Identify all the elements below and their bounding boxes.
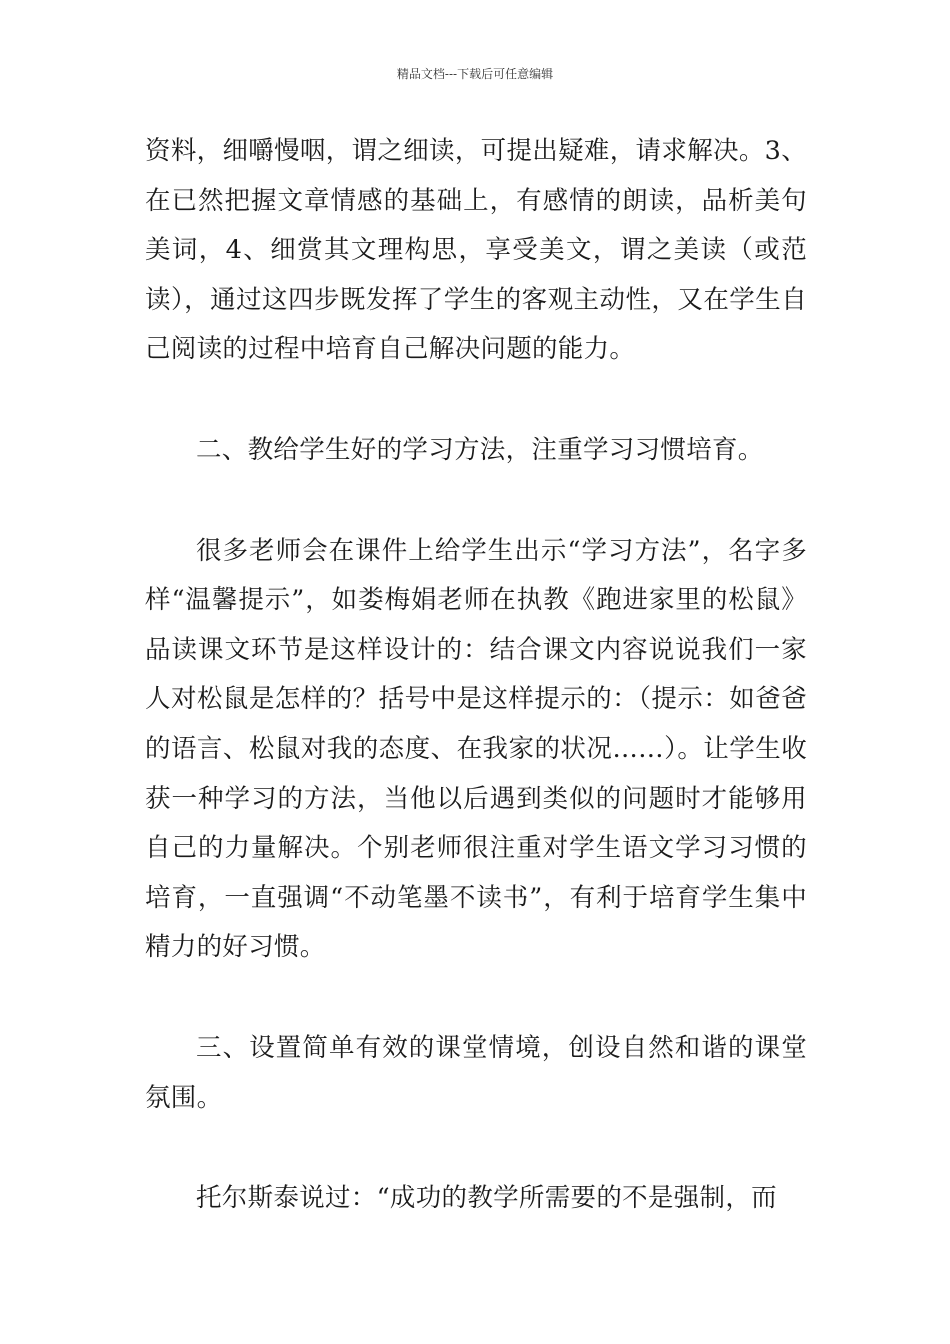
- section-heading-3: 三、设置简单有效的课堂情境，创设自然和谐的课堂氛围。: [145, 1032, 807, 1113]
- paragraph-gap: [145, 1123, 807, 1174]
- page-header: 精品文档---下载后可任意编辑: [396, 67, 554, 81]
- paragraph-1: 资料，细嚼慢咽，谓之细读，可提出疑难，请求解决。3、在已然把握文章情感的基础上，有感情的朗读，品析美句美词，4、细赏其文理构思，享受美文，谓之美读（或范读），通过这四步既发挥了学生的客观主动性，又在学生自己阅读的过程中培育自己解决问题的能力。: [145, 136, 807, 365]
- paragraph-gap: [145, 375, 807, 426]
- document-body: [145, 127, 807, 1224]
- paragraph-gap: [145, 973, 807, 1024]
- paragraph-gap: [145, 476, 807, 527]
- paragraph-3: 很多老师会在课件上给学生出示“学习方法”，名字多样“温馨提示”，如娄梅娟老师在执教《跑进家里的松鼠》品读课文环节是这样设计的：结合课文内容说说我们一家人对松鼠是怎样的？括号中是这样提示的：（提示：如爸爸的语言、松鼠对我的态度、在我家的状况……）。让学生收获一种学习的方法，当他以后遇到类似的问题时才能够用自己的力量解决。个别老师很注重对学生语文学习习惯的培育，一直强调“不动笔墨不读书”，有利于培育学生集中精力的好习惯。: [145, 535, 807, 963]
- paragraph-5: 托尔斯泰说过：“成功的教学所需要的不是强制，而: [196, 1183, 777, 1214]
- section-heading-2: 二、教给学生好的学习方法，注重学习习惯培育。: [196, 434, 764, 465]
